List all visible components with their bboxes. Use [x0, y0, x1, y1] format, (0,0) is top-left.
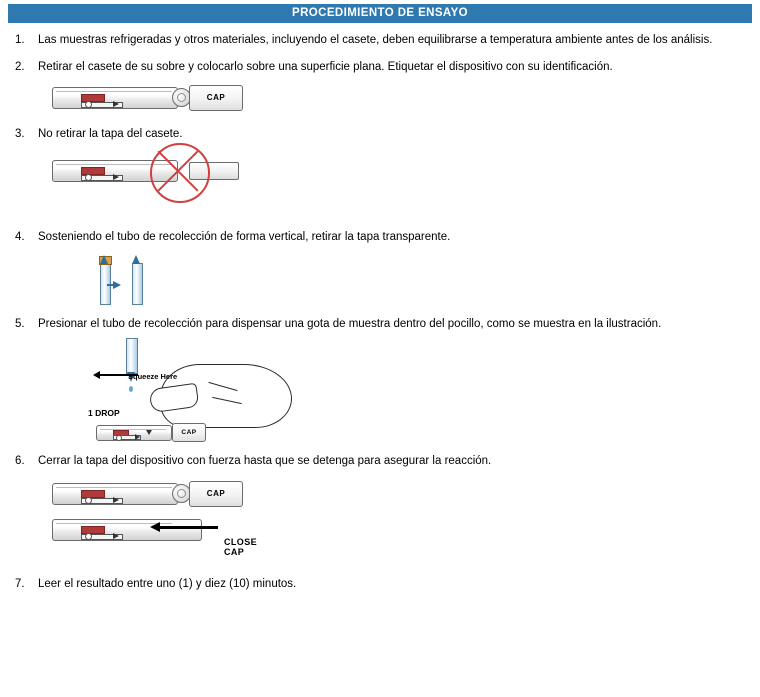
- step-text: Retirar el casete de su sobre y colocarlo sobre una superficie plana. Etiquetar el dispositivo con su identificación.: [38, 61, 613, 73]
- result-window-icon: [81, 167, 105, 175]
- procedure-step-1: [14, 33, 748, 48]
- cap-label: CAP: [206, 93, 226, 102]
- procedure-page: [0, 4, 760, 697]
- step-text: Cerrar la tapa del dispositivo con fuerza hasta que se detenga para asegurar la reacción.: [38, 455, 492, 467]
- cassette-illustration-open: [52, 479, 242, 509]
- cassette-illustration: [52, 156, 242, 186]
- step-number: 2.: [15, 61, 25, 73]
- step-text: Presionar el tubo de recolección para dispensar una gota de muestra dentro del pocillo, como se muestra en la ilustración.: [38, 318, 662, 330]
- collection-tube-open-icon: [132, 263, 143, 305]
- cassette-body-icon: [52, 519, 202, 541]
- procedure-step-6: [14, 454, 748, 565]
- squeeze-here-label: Squeeze Here: [128, 372, 178, 381]
- procedure-step-list: [0, 33, 760, 592]
- well-pointer-icon: [146, 430, 152, 435]
- cassette-body-icon: [52, 87, 178, 109]
- step-number: 6.: [15, 455, 25, 467]
- figure-remove-tube-cap: [38, 251, 748, 311]
- hand-squeeze-illustration: [88, 342, 348, 452]
- cassette-cap-icon: [189, 85, 243, 111]
- cassette-body-icon: [96, 425, 172, 441]
- figure-squeeze-drop: [38, 342, 748, 452]
- cassette-illustration: [52, 83, 242, 113]
- figure-close-cap-closed: [52, 515, 748, 565]
- tube-tip-icon: [100, 255, 108, 264]
- cassette-body-icon: [52, 483, 178, 505]
- collection-tubes-illustration: [86, 251, 206, 311]
- result-window-icon: [81, 94, 105, 102]
- procedure-step-4: [14, 230, 748, 311]
- result-window-icon: [81, 526, 105, 534]
- figure-do-not-remove-cap: [52, 156, 748, 212]
- step-text: No retirar la tapa del casete.: [38, 128, 183, 140]
- figure-cassette-with-cap: [52, 83, 748, 113]
- cassette-cap-icon: [189, 481, 243, 507]
- cap-label: CAP: [181, 429, 197, 436]
- flow-arrow-icon: [113, 101, 119, 107]
- step-number: 1.: [15, 34, 25, 46]
- result-window-icon: [81, 490, 105, 498]
- step-text: Sosteniendo el tubo de recolección de forma vertical, retirar la tapa transparente.: [38, 231, 451, 243]
- close-direction-arrow-icon: [160, 526, 218, 529]
- procedure-step-7: [14, 577, 748, 592]
- close-cap-label: CLOSE CAP: [224, 537, 258, 557]
- procedure-step-3: [14, 127, 748, 212]
- transition-arrow-icon: [113, 281, 121, 289]
- flow-arrow-icon: [113, 533, 119, 539]
- cassette-illustration-small: [96, 422, 216, 442]
- flow-arrow-icon: [135, 434, 140, 440]
- procedure-step-2: [14, 60, 748, 113]
- step-number: 3.: [15, 128, 25, 140]
- one-drop-label: 1 DROP: [88, 408, 120, 418]
- figure-close-cap-open: [52, 479, 748, 509]
- cap-label: CAP: [206, 489, 226, 498]
- step-number: 5.: [15, 318, 25, 330]
- sample-drop-icon: [129, 386, 133, 392]
- cassette-cap-icon: [172, 423, 206, 442]
- collection-tube-vertical-icon: [126, 338, 138, 374]
- page-title: PROCEDIMIENTO DE ENSAYO: [8, 4, 752, 23]
- step-text: Las muestras refrigeradas y otros materiales, incluyendo el casete, deben equilibrarse a temperatura ambiente antes de los análisis.: [38, 34, 713, 46]
- flow-arrow-icon: [113, 497, 119, 503]
- cassette-illustration-closed: [52, 515, 258, 557]
- tube-tip-icon: [132, 255, 140, 264]
- step-number: 7.: [15, 578, 25, 590]
- flow-arrow-icon: [113, 174, 119, 180]
- prohibition-icon: [150, 143, 210, 203]
- step-text: Leer el resultado entre uno (1) y diez (10) minutos.: [38, 578, 297, 590]
- procedure-step-5: [14, 317, 748, 452]
- step-number: 4.: [15, 231, 25, 243]
